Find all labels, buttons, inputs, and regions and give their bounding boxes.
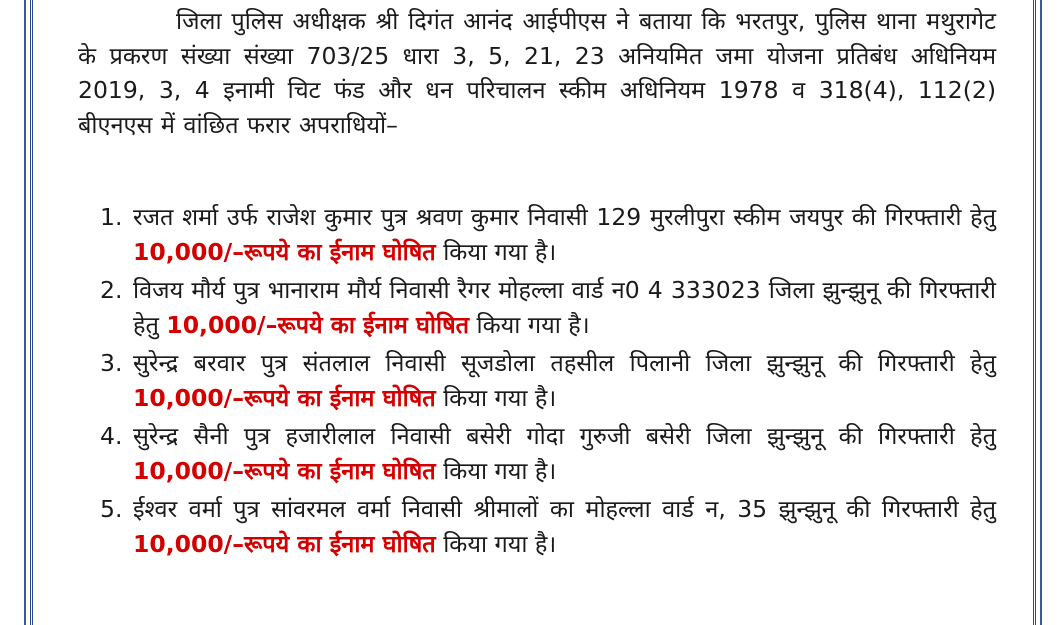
item-number: 4. bbox=[100, 422, 123, 450]
list-item bbox=[78, 346, 996, 415]
page-border-right bbox=[1040, 0, 1042, 625]
item-text: सुरेन्द्र सैनी पुत्र हजारीलाल निवासी बसेरी गोदा गुरुजी बसेरी जिला झुन्झुनू की गिरफ्तारी हेतु bbox=[133, 422, 996, 450]
reward-text: 10,000/–रूपये का ईनाम घोषित bbox=[133, 383, 436, 412]
list-item bbox=[78, 273, 996, 342]
list-item bbox=[78, 419, 996, 488]
item-number: 2. bbox=[100, 276, 123, 304]
item-number: 5. bbox=[100, 495, 123, 523]
reward-text: 10,000/–रूपये का ईनाम घोषित bbox=[133, 529, 436, 558]
reward-text: 10,000/–रूपये का ईनाम घोषित bbox=[133, 237, 436, 266]
list-item bbox=[78, 492, 996, 561]
list-item bbox=[78, 200, 996, 269]
item-suffix: किया गया है। bbox=[476, 310, 590, 339]
reward-text: 10,000/–रूपये का ईनाम घोषित bbox=[133, 456, 436, 485]
item-number: 3. bbox=[100, 349, 123, 377]
item-number: 1. bbox=[100, 203, 123, 231]
item-suffix: किया गया है। bbox=[443, 456, 557, 485]
accused-list bbox=[78, 200, 996, 561]
item-text: सुरेन्द्र बरवार पुत्र संतलाल निवासी सूजडोला तहसील पिलानी जिला झुन्झुनू की गिरफ्तारी हेतु bbox=[133, 349, 996, 377]
item-text: रजत शर्मा उर्फ राजेश कुमार पुत्र श्रवण कुमार निवासी 129 मुरलीपुरा स्कीम जयपुर की गिरफ्तारी हेतु bbox=[133, 203, 996, 231]
document-body bbox=[78, 4, 996, 565]
page-border-left bbox=[24, 0, 26, 625]
reward-text: 10,000/–रूपये का ईनाम घोषित bbox=[166, 310, 470, 339]
item-suffix: किया गया है। bbox=[443, 237, 557, 266]
item-suffix: किया गया है। bbox=[443, 529, 557, 558]
item-text: ईश्वर वर्मा पुत्र सांवरमल वर्मा निवासी श्रीमालों का मोहल्ला वार्ड न, 35 झुन्झुनू की गिरफ्तारी हेतु bbox=[133, 495, 996, 523]
intro-paragraph: जिला पुलिस अधीक्षक श्री दिगंत आनंद आईपीएस ने बताया कि भरतपुर, पुलिस थाना मथुरागेट के प्रकरण संख्या संख्या 703/25 धारा 3, 5, 21, 23 अनियमित जमा योजना प्रतिबंध अधिनियम 2019, 3, 4 इनामी चिट फंड और धन परिचालन स्कीम अधिनियम 1978 व 318(4), 112(2) बीएनएस में वांछित फरार अपराधियों– bbox=[78, 7, 996, 139]
item-text: विजय मौर्य पुत्र भानाराम मौर्य निवासी रैगर मोहल्ला वार्ड न0 4 333023 जिला झुन्झुनू की गिरफ्तारी हेतु bbox=[133, 276, 996, 339]
item-suffix: किया गया है। bbox=[443, 383, 557, 412]
